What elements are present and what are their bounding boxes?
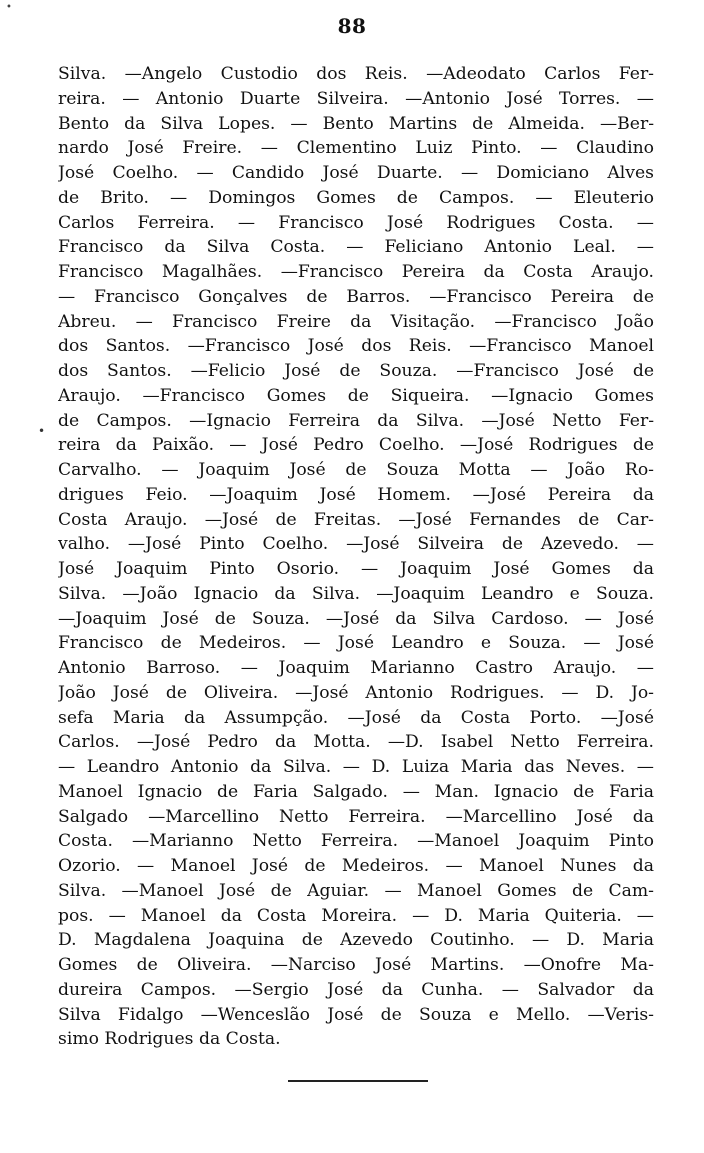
text-line: Araujo. —Francisco Gomes de Siqueira. —Ignacio Gomes [58,385,654,406]
text-line: reira. — Antonio Duarte Silveira. —Antonio José Torres. — [58,88,654,109]
text-line: dureira Campos. —Sergio José da Cunha. — Salvador da [58,979,654,1000]
text-line: Silva. —João Ignacio da Silva. —Joaquim Leandro e Souza. [58,583,654,604]
text-line: Gomes de Oliveira. —Narciso José Martins. —Onofre Ma- [58,955,654,975]
text-line: sefa Maria da Assumpção. —José da Costa Porto. —José [58,707,654,728]
text-line: D. Magdalena Joaquina de Azevedo Coutinho. — D. Maria [58,930,654,951]
text-line: valho. —José Pinto Coelho. —José Silveira de Azevedo. — [58,534,654,555]
corner-mark: • [6,2,12,13]
text-line: dos Santos. —Francisco José dos Reis. —Francisco Manoel [58,336,654,357]
text-line: José Joaquim Pinto Osorio. — Joaquim José Gomes da [58,559,654,579]
text-line: de Campos. —Ignacio Ferreira da Silva. —José Netto Fer- [58,410,654,431]
text-line: Carlos Ferreira. — Francisco José Rodrigues Costa. — [58,212,654,233]
text-line: — Leandro Antonio da Silva. — D. Luiza Maria das Neves. — [58,757,654,777]
text-line: Salgado —Marcellino Netto Ferreira. —Marcellino José da [58,806,654,827]
text-line: Bento da Silva Lopes. — Bento Martins de Almeida. —Ber- [58,113,654,134]
text-line: — Francisco Gonçalves de Barros. —Francisco Pereira de [58,286,654,307]
margin-mark: • [38,424,46,438]
text-line: João José de Oliveira. —José Antonio Rodrigues. — D. Jo- [58,682,654,703]
text-line: José Coelho. — Candido José Duarte. — Domiciano Alves [58,163,654,183]
text-line: Silva. —Angelo Custodio dos Reis. —Adeodato Carlos Fer- [58,64,654,84]
text-line: Antonio Barroso. — Joaquim Marianno Castro Araujo. — [58,658,654,678]
text-line: Abreu. — Francisco Freire da Visitação. —Francisco João [58,311,654,332]
text-line: Manoel Ignacio de Faria Salgado. — Man. Ignacio de Faria [58,781,654,802]
text-line: reira da Paixão. — José Pedro Coelho. —José Rodrigues de [58,435,654,456]
text-line: simo Rodrigues da Costa. [58,1029,281,1050]
text-line: Costa Araujo. —José de Freitas. —José Fernandes de Car- [58,509,654,530]
text-line: Carlos. —José Pedro da Motta. —D. Isabel Netto Ferreira. [58,732,654,753]
text-line: dos Santos. —Felicio José de Souza. —Francisco José de [58,361,654,381]
page-number: 88 [337,14,367,38]
text-line: nardo José Freire. — Clementino Luiz Pinto. — Claudino [58,138,654,159]
text-line: drigues Feio. —Joaquim José Homem. —José Pereira da [58,484,654,505]
text-line: pos. — Manoel da Costa Moreira. — D. Maria Quiteria. — [58,905,654,926]
text-line: —Joaquim José de Souza. —José da Silva Cardoso. — José [58,608,654,629]
text-line: Francisco da Silva Costa. — Feliciano Antonio Leal. — [58,237,654,258]
text-line: Silva. —Manoel José de Aguiar. — Manoel Gomes de Cam- [58,880,654,901]
body-text [58,62,654,1052]
closing-rule [288,1080,428,1082]
text-line: Carvalho. — Joaquim José de Souza Motta — João Ro- [58,460,654,480]
text-line: Francisco Magalhães. —Francisco Pereira da Costa Araujo. [58,262,654,282]
text-line: Costa. —Marianno Netto Ferreira. —Manoel Joaquim Pinto [58,831,654,852]
text-line: Ozorio. — Manoel José de Medeiros. — Manoel Nunes da [58,856,654,876]
text-line: Silva Fidalgo —Wenceslão José de Souza e Mello. —Veris- [58,1004,654,1025]
text-line: Francisco de Medeiros. — José Leandro e Souza. — José [58,633,654,654]
text-line: de Brito. — Domingos Gomes de Campos. — Eleuterio [58,187,654,208]
